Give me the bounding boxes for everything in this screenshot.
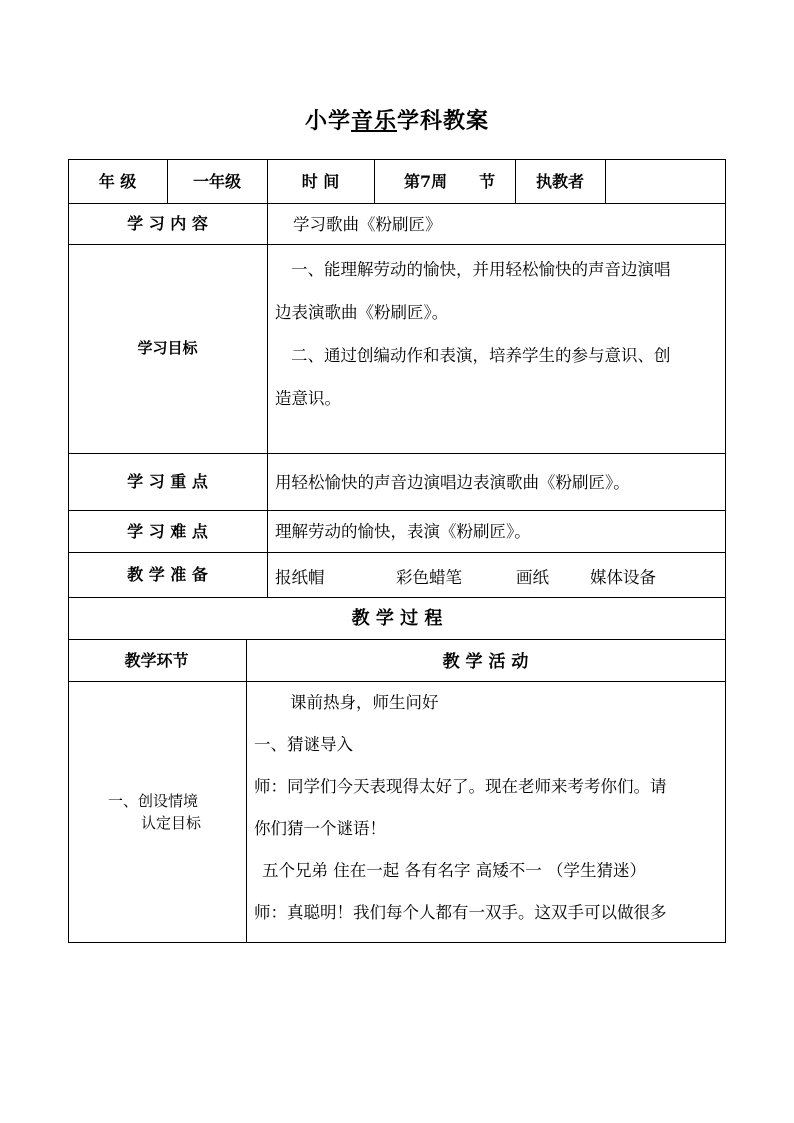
- material-item: 媒体设备: [590, 568, 656, 587]
- activity-line-3: 师：同学们今天表现得太好了。现在老师来考考你们。请: [254, 777, 667, 796]
- process-header: 教 学 过 程: [351, 608, 443, 629]
- materials-list: [267, 551, 726, 596]
- content-label: 学 习 内 容: [127, 214, 208, 233]
- stage-1-line-1: 一、创设情境: [108, 792, 199, 810]
- time-label: 时 间: [301, 172, 340, 191]
- material-item: 画纸: [516, 568, 549, 587]
- goal-line-1: 一、能理解劳动的愉快，并用轻松愉快的声音边演唱: [291, 260, 671, 279]
- material-item: 彩色蜡笔: [396, 568, 462, 587]
- goals-label: 学习目标: [137, 339, 198, 357]
- activity-line-6: 师：真聪明！我们每个人都有一双手。这双手可以做很多: [254, 903, 667, 922]
- activity-line-1: 课前热身，师生问好: [290, 693, 439, 712]
- focus-value: 用轻松愉快的声音边演唱边表演歌曲《粉刷匠》。: [275, 472, 630, 492]
- grade-label: 年 级: [98, 172, 137, 191]
- activity-line-2: 一、猜谜导入: [254, 735, 353, 754]
- materials-label: 教 学 准 备: [127, 565, 208, 584]
- focus-label: 学 习 重 点: [127, 472, 208, 491]
- teacher-label: 执教者: [535, 172, 584, 191]
- activity-line-5: 五个兄弟 住在一起 各有名字 高矮不一 （学生猜迷）: [262, 861, 646, 880]
- teacher-value: [605, 159, 726, 202]
- activity-column-header: 教 学 活 动: [442, 651, 529, 672]
- week-value: 第7周: [404, 172, 448, 191]
- goals-text: [275, 248, 725, 420]
- difficulty-label: 学 习 难 点: [127, 521, 208, 541]
- content-value: 学习歌曲《粉刷匠》: [293, 214, 442, 234]
- goal-line-4: 造意识。: [275, 389, 341, 408]
- week-cell: [374, 159, 515, 202]
- stage-1: [68, 790, 245, 834]
- section-label: 节: [479, 172, 496, 191]
- goal-line-2: 边表演歌曲《粉刷匠》。: [275, 303, 449, 322]
- goal-line-3: 二、通过创编动作和表演，培养学生的参与意识、创: [291, 346, 671, 365]
- grade-value: 一年级: [192, 172, 241, 191]
- difficulty-value: 理解劳动的愉快，表演《粉刷匠》。: [275, 522, 531, 541]
- activity-line-4: 你们猜一个谜语！: [254, 819, 386, 838]
- stage-column-header: 教学环节: [124, 650, 189, 670]
- page-title: 小学音乐学科教案: [304, 108, 490, 134]
- material-item: 报纸帽: [275, 568, 325, 587]
- stage-1-line-2: 认定目标: [141, 814, 202, 832]
